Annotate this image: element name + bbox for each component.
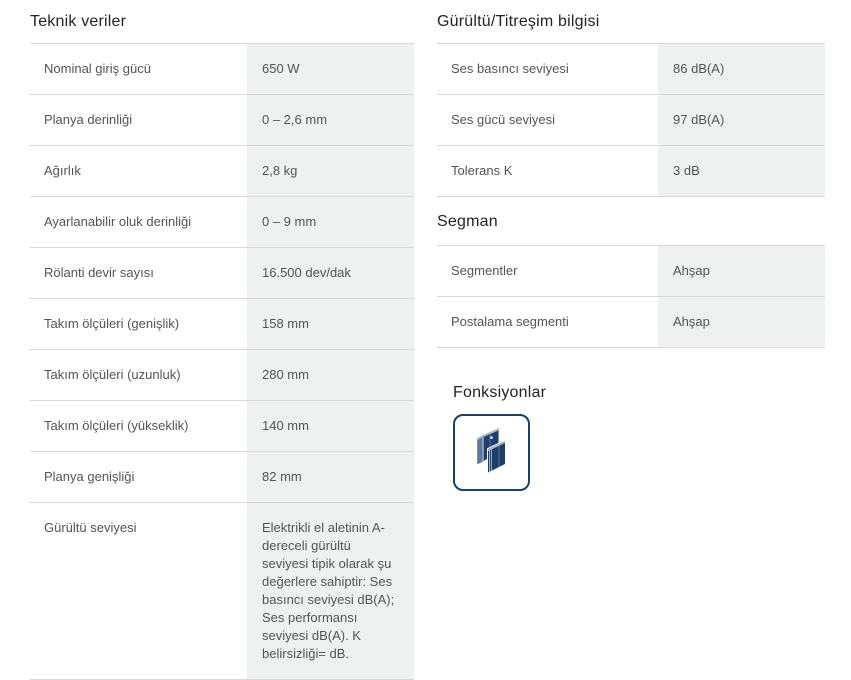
spec-label: Ağırlık	[44, 163, 81, 178]
spec-value: Ahşap	[658, 297, 825, 347]
noise-vibration-table	[437, 43, 825, 197]
functions-title: Fonksiyonlar	[453, 384, 547, 401]
wood-panels-icon	[464, 422, 520, 483]
function-icon-tile	[453, 414, 530, 491]
table-row	[30, 350, 414, 401]
spec-value: 16.500 dev/dak	[247, 248, 414, 298]
spec-label: Tolerans K	[451, 163, 513, 178]
right-column	[437, 0, 825, 680]
spec-value: Ahşap	[658, 246, 825, 296]
spec-label: Takım ölçüleri (yükseklik)	[44, 418, 189, 433]
spec-label: Rölanti devir sayısı	[44, 265, 154, 280]
technical-data-table	[30, 43, 414, 680]
spec-label: Ses basıncı seviyesi	[451, 61, 569, 76]
table-row	[437, 95, 825, 146]
table-row	[437, 44, 825, 95]
spec-value: 0 – 9 mm	[247, 197, 414, 247]
spec-value: Elektrikli el aletinin A-dereceli gürültü seviyesi tipik olarak şu değerlere sahiptir: Ses basıncı seviyesi dB(A); Ses performansı seviyesi dB(A). K belirsizliği= dB.	[247, 503, 414, 679]
spec-value: 86 dB(A)	[658, 44, 825, 94]
spec-label: Nominal giriş gücü	[44, 61, 151, 76]
noise-vibration-title: Gürültü/Titreşim bilgisi	[437, 13, 600, 30]
table-row	[30, 95, 414, 146]
spec-value: 158 mm	[247, 299, 414, 349]
spec-label: Ses gücü seviyesi	[451, 112, 556, 127]
spec-value: 140 mm	[247, 401, 414, 451]
table-row	[30, 401, 414, 452]
segment-title: Segman	[437, 213, 498, 230]
table-row	[30, 299, 414, 350]
spec-value: 280 mm	[247, 350, 414, 400]
spec-label: Takım ölçüleri (uzunluk)	[44, 367, 181, 382]
table-row	[30, 248, 414, 299]
spec-value: 82 mm	[247, 452, 414, 502]
table-row	[437, 246, 825, 297]
technical-data-column	[30, 0, 414, 680]
spec-label: Planya derinliği	[44, 112, 133, 127]
spec-value: 650 W	[247, 44, 414, 94]
spec-value: 97 dB(A)	[658, 95, 825, 145]
spec-label: Postalama segmenti	[451, 314, 569, 329]
technical-data-title: Teknik veriler	[30, 13, 127, 30]
table-row	[30, 197, 414, 248]
spec-value: 2,8 kg	[247, 146, 414, 196]
spec-label: Ayarlanabilir oluk derinliği	[44, 214, 192, 229]
table-row	[30, 452, 414, 503]
table-row	[437, 146, 825, 197]
spec-label: Takım ölçüleri (genişlik)	[44, 316, 180, 331]
table-row	[30, 146, 414, 197]
table-row	[30, 503, 414, 680]
spec-label: Gürültü seviyesi	[44, 520, 137, 535]
segment-table	[437, 245, 825, 348]
spec-label: Segmentler	[451, 263, 518, 278]
table-row	[30, 44, 414, 95]
spec-value: 3 dB	[658, 146, 825, 196]
spec-value: 0 – 2,6 mm	[247, 95, 414, 145]
table-row	[437, 297, 825, 348]
spec-label: Planya genişliği	[44, 469, 135, 484]
